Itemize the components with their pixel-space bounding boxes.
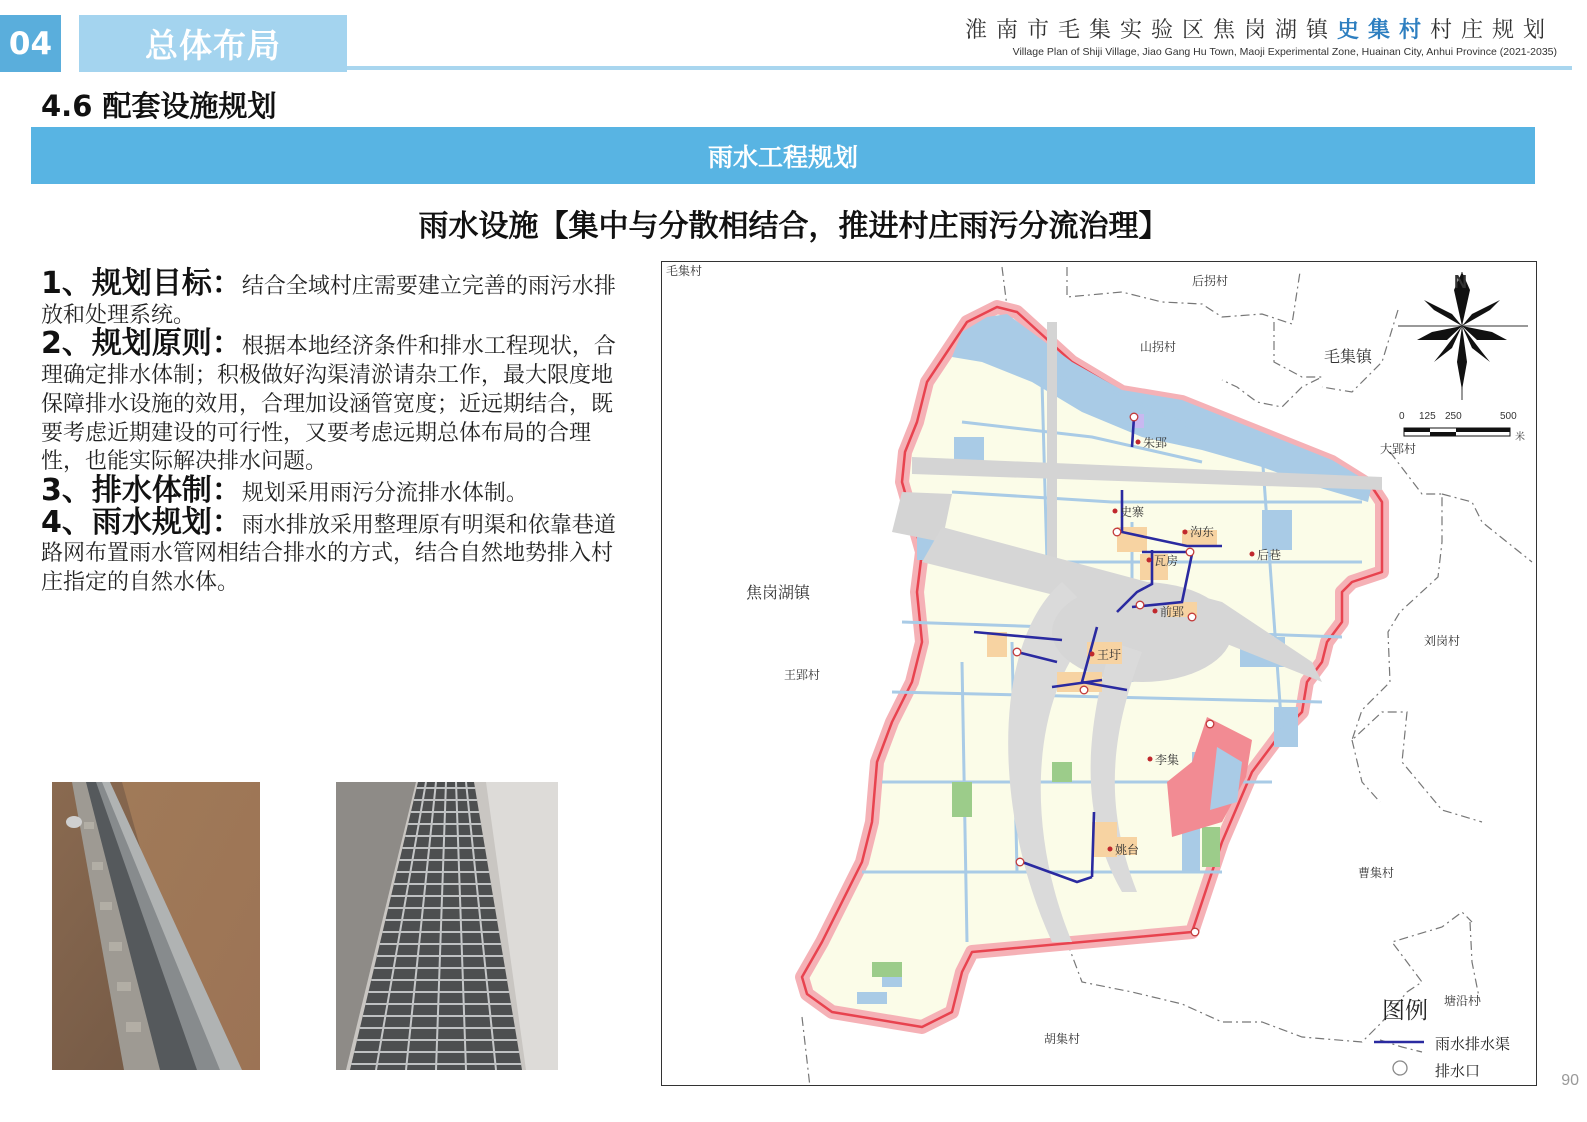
item-text: 根据本地经济条件和排水工程现状，合理确定排水体制；积极做好沟渠清淤请杂工作，最大限度地保障排水设施的效用，合理加设涵管宽度；近远期结合，既要考虑近期建设的可行性，又要考虑远期总体布局的合理性，也能实际解决排水问题。 <box>41 334 616 475</box>
doc-title <box>965 13 1554 44</box>
label-caoji-village: 曹集村 <box>1358 866 1395 880</box>
banner-title: 雨水工程规划 <box>31 127 1535 184</box>
item-text: 雨水排放采用整理原有明渠和依靠巷道路网布置雨水管网相结合排水的方式，结合自然地势排入村庄指定的自然水体。 <box>41 512 616 596</box>
item-principle <box>41 326 623 477</box>
planning-text <box>41 266 623 598</box>
label-daying-village: 大郢村 <box>1380 442 1417 456</box>
legend-title: 图例 <box>1382 998 1428 1024</box>
doc-title-suffix: 村庄规划 <box>1429 18 1554 43</box>
label-yaotai: 姚台 <box>1115 843 1140 857</box>
header-rule <box>347 66 1572 70</box>
label-tangyan-village: 塘沿村 <box>1444 994 1481 1008</box>
scale-tick-0: 0 <box>1399 411 1405 422</box>
item-label: 2、规划原则： <box>41 326 242 362</box>
label-houguai-village: 后拐村 <box>1192 274 1229 288</box>
section-title: 总体布局 <box>79 15 347 72</box>
doc-subtitle: Village Plan of Shiji Village, Jiao Gang Hu Town, Maoji Experimental Zone, Huainan City, Anhui Province (2021-2035) <box>1012 46 1557 58</box>
drain-ditch-photo <box>52 782 260 1070</box>
scale-bar <box>1404 428 1510 436</box>
label-jiaoganghu-town: 焦岗湖镇 <box>746 583 811 602</box>
legend-drain: 雨水排水渠 <box>1435 1035 1511 1053</box>
item-text: 规划采用雨污分流排水体制。 <box>241 480 528 506</box>
doc-title-prefix: 淮南市毛集实验区焦岗湖镇 <box>964 18 1337 43</box>
scale-unit: 米 <box>1515 432 1525 443</box>
label-maoji-town: 毛集镇 <box>1324 347 1373 366</box>
section-number: 04 <box>0 15 61 72</box>
label-zhuying: 朱郢 <box>1143 436 1168 450</box>
rainwater-map <box>661 261 1537 1086</box>
drain-grate-photo <box>336 782 558 1070</box>
label-liugang-village: 刘岗村 <box>1424 634 1461 648</box>
north-label: N <box>1454 272 1467 292</box>
label-wangxu: 王圩 <box>1097 648 1122 662</box>
sub-heading: 4.6 配套设施规划 <box>41 89 277 123</box>
legend-symbols <box>1374 1042 1424 1075</box>
scale-tick-125: 125 <box>1419 411 1436 422</box>
label-wangying-village: 王郢村 <box>784 668 821 682</box>
doc-title-village: 史集村 <box>1336 17 1430 43</box>
item-label: 4、雨水规划： <box>41 504 242 540</box>
item-label: 3、排水体制： <box>41 472 242 508</box>
scale-tick-250: 250 <box>1445 411 1462 422</box>
item-rainwater <box>41 504 623 598</box>
label-shizhai: 史寨 <box>1120 505 1145 519</box>
label-maoji-village: 毛集村 <box>666 264 703 278</box>
page-number: 90 <box>1561 1072 1579 1089</box>
item-label: 1、规划目标： <box>41 266 242 301</box>
label-goudong: 沟东 <box>1190 525 1215 539</box>
legend-outlet: 排水口 <box>1435 1062 1481 1080</box>
main-heading: 雨水设施【集中与分散相结合，推进村庄雨污分流治理】 <box>418 209 1169 244</box>
label-houxiang: 后巷 <box>1257 548 1282 562</box>
label-wafang: 瓦房 <box>1154 554 1179 568</box>
scale-tick-500: 500 <box>1500 411 1517 422</box>
label-qianying: 前郢 <box>1160 605 1185 619</box>
item-goal <box>41 266 623 330</box>
label-huji-village: 胡集村 <box>1044 1032 1081 1046</box>
item-text: 结合全域村庄需要建立完善的雨污水排放和处理系统。 <box>41 274 616 328</box>
label-shanguai-village: 山拐村 <box>1140 340 1177 354</box>
label-liji: 李集 <box>1155 753 1180 767</box>
